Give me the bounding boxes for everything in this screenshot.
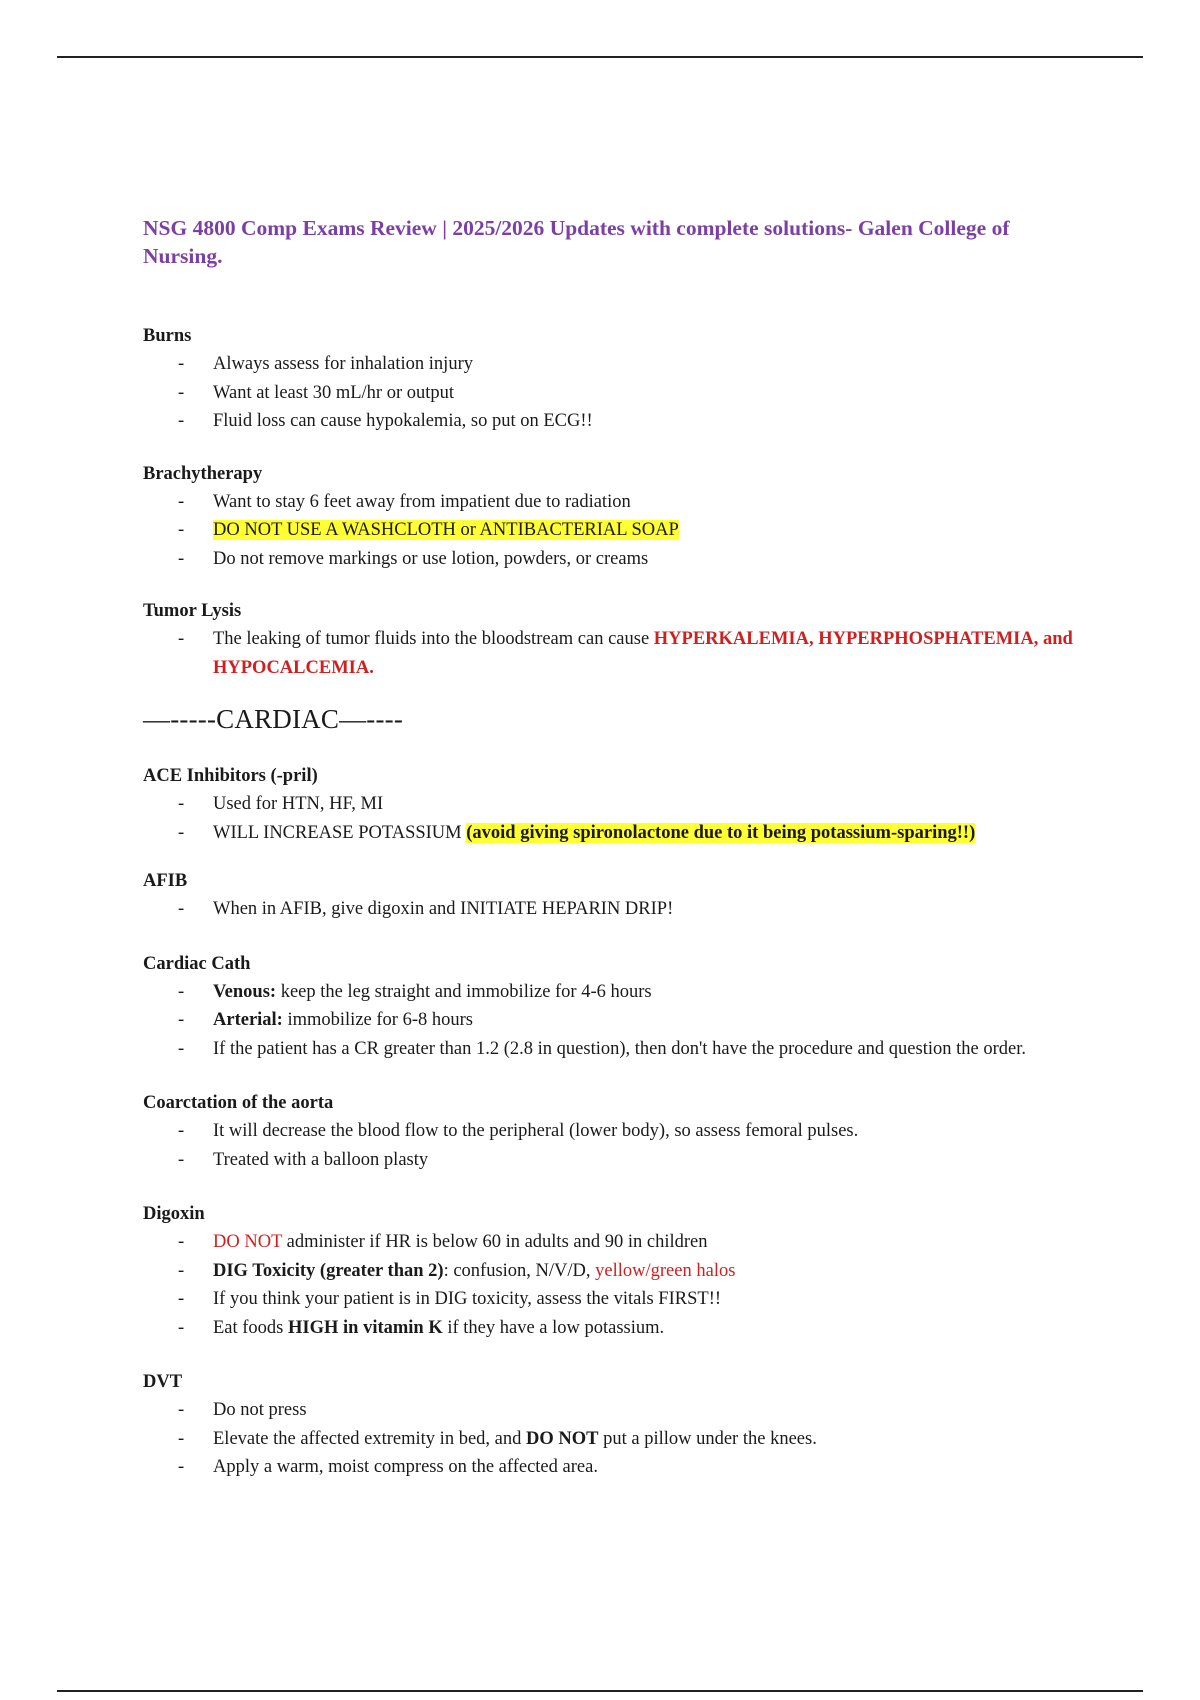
list-item [143,379,1073,408]
bullet-dash: - [178,548,185,569]
list-item [143,625,1073,682]
text-segment: If the patient has a CR greater than 1.2 (2.8 in question), then don't have the procedure and question the order. [213,1038,1026,1059]
list-item [143,350,1073,379]
bullet-dash: - [178,411,185,431]
bullet-list [143,1117,1073,1174]
bullet-list [143,625,1073,682]
section [143,597,1073,682]
bullet-list [143,895,1073,924]
text-segment: DIG Toxicity (greater than 2) [213,1260,444,1281]
section [143,702,1073,736]
text-segment: Apply a warm, moist compress on the affected area. [213,1457,598,1477]
text-segment: HYPERKALEMIA, HYPERPHOSPHATEMIA, and HYPOCALCEMIA. [213,629,1073,678]
text-segment: Fluid loss can cause hypokalemia, so put on ECG!! [213,411,593,431]
sections-container [143,322,1073,1482]
document-title: NSG 4800 Comp Exams Review | 2025/2026 Updates with complete solutions- Galen College of Nursing. [143,216,1010,268]
bullet-list [143,350,1073,436]
text-segment: Do not remove markings or use lotion, powders, or creams [213,548,649,569]
list-item [143,1228,1073,1257]
text-segment: DO NOT [213,1232,283,1252]
list-item [143,1257,1073,1286]
text-segment: if they have a low potassium. [442,1317,665,1338]
text-segment: Want to stay 6 feet away from impatient due to radiation [213,491,631,512]
text-segment: Venous: [213,981,277,1002]
section-heading: Tumor Lysis [143,601,242,621]
bullet-dash: - [178,491,185,512]
list-item [143,1314,1073,1343]
text-segment: Used for HTN, HF, MI [213,794,384,814]
text-segment: The leaking of tumor fluids into the bloodstream can cause [213,629,654,649]
bullet-dash: - [178,822,185,843]
bullet-dash: - [178,794,185,814]
bottom-rule [57,1690,1143,1692]
bullet-dash: - [178,981,185,1002]
text-segment: (avoid giving spironolactone due to it being potassium-sparing!!) [466,822,976,843]
text-segment: administer if HR is below 60 in adults and 90 in children [282,1232,708,1252]
section [143,762,1073,847]
section-heading: Burns [143,326,192,346]
bullet-dash: - [178,1149,185,1170]
bullet-dash: - [178,1457,185,1477]
section [143,867,1073,924]
bullet-list [143,1396,1073,1482]
text-segment: DO NOT USE A WASHCLOTH or ANTIBACTERIAL SOAP [213,520,679,540]
list-item [143,407,1073,436]
section-heading: Cardiac Cath [143,953,251,974]
bullet-dash: - [178,629,185,649]
text-segment: put a pillow under the knees. [598,1428,817,1449]
bullet-dash: - [178,1038,185,1059]
section [143,322,1073,436]
text-segment: WILL INCREASE POTASSIUM [213,822,467,843]
section [143,950,1073,1064]
text-segment: Do not press [213,1400,307,1420]
list-item [143,790,1073,819]
section-heading: DVT [143,1372,183,1392]
top-rule [57,56,1143,58]
text-segment: immobilize for 6-8 hours [282,1010,473,1030]
list-item [143,1146,1073,1175]
text-segment: : confusion, N/V/D, [443,1260,596,1281]
bullet-dash: - [178,1260,185,1281]
text-segment: Always assess for inhalation injury [213,354,473,374]
section [143,1089,1073,1174]
section-heading: AFIB [143,871,188,891]
bullet-list [143,1228,1073,1342]
text-segment: DO NOT [526,1428,599,1449]
list-item [143,1006,1073,1035]
list-item [143,516,1073,545]
bullet-dash: - [178,1289,185,1309]
bullet-dash: - [178,1400,185,1420]
text-segment: If you think your patient is in DIG toxicity, assess the vitals FIRST!! [213,1289,722,1309]
bullet-dash: - [178,1121,185,1141]
bullet-dash: - [178,1317,185,1338]
text-segment: Want at least 30 mL/hr or output [213,382,455,403]
section [143,1200,1073,1342]
bullet-list [143,790,1073,847]
bullet-dash: - [178,1428,185,1449]
list-item [143,1425,1073,1454]
list-item [143,895,1073,924]
bullet-dash: - [178,899,185,919]
bullet-list [143,978,1073,1064]
text-segment: Treated with a balloon plasty [213,1149,429,1170]
list-item [143,488,1073,517]
section-heading: Coarctation of the aorta [143,1093,334,1113]
bullet-dash: - [178,382,185,403]
section-heading: Brachytherapy [143,463,263,484]
document-body [143,214,1073,1482]
section-heading: Digoxin [143,1204,205,1224]
bullet-dash: - [178,354,185,374]
bullet-list [143,488,1073,574]
bullet-dash: - [178,520,185,540]
list-item [143,978,1073,1007]
list-item [143,1117,1073,1146]
bullet-dash: - [178,1232,185,1252]
list-item [143,819,1073,848]
section [143,1368,1073,1482]
text-segment: yellow/green halos [595,1260,736,1281]
text-segment: When in AFIB, give digoxin and INITIATE HEPARIN DRIP! [213,899,674,919]
list-item [143,1453,1073,1482]
text-segment: keep the leg straight and immobilize for 4-6 hours [276,981,652,1002]
list-item [143,545,1073,574]
text-segment: It will decrease the blood flow to the peripheral (lower body), so assess femoral pulses. [213,1121,859,1141]
category-divider: —-----CARDIAC—---- [143,704,404,734]
list-item [143,1035,1073,1064]
section-heading: ACE Inhibitors (-pril) [143,766,318,786]
text-segment: Arterial: [213,1010,283,1030]
bullet-dash: - [178,1010,185,1030]
list-item [143,1396,1073,1425]
text-segment: Elevate the affected extremity in bed, and [213,1428,526,1449]
text-segment: HIGH in vitamin K [288,1317,443,1338]
section [143,460,1073,574]
list-item [143,1285,1073,1314]
text-segment: Eat foods [213,1317,289,1338]
